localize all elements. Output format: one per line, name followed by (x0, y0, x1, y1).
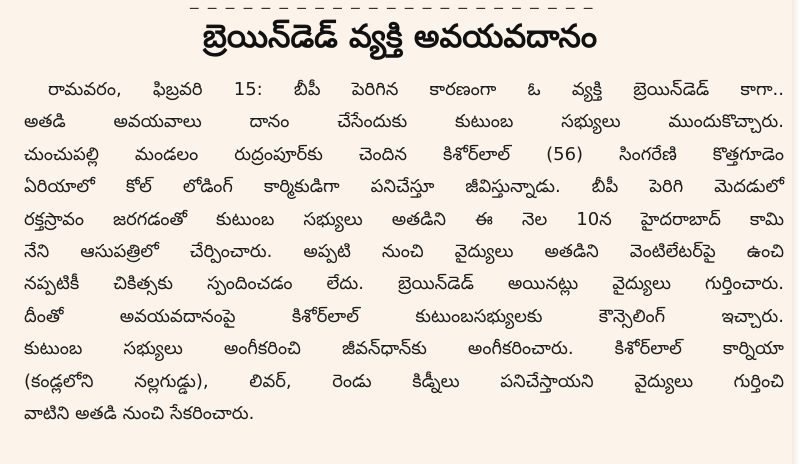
article-line: వాటిని అతడి నుంచి సేకరించారు. (24, 402, 255, 424)
article-line: నప్పటికీ చికిత్సకు స్పందించడం లేదు. బ్రెయిన్‌డెడ్ అయినట్లు వైద్యులు గుర్తించారు. (24, 273, 784, 295)
clipping-edge (792, 0, 800, 464)
article-line: ఏరియాలో కోల్ లోడింగ్ కార్మికుడిగా పనిచేస్తూ జీవిస్తున్నాడు. బీపీ పెరిగి మెదడులో (24, 176, 784, 198)
article-line: నేని ఆసుపత్రిలో చేర్పించారు. అప్పటి నుంచి వైద్యులు అతడిని వెంటిలేటర్‌పై ఉంచి (24, 240, 784, 262)
cut-off-previous-line: _ _ _ _ _ _ _ _ _ _ _ _ _ _ _ _ _ _ _ _ _ _ _ (190, 0, 595, 10)
article-line: రక్తస్రావం జరగడంతో కుటుంబ సభ్యులు అతడిని ఈ నెల 10న హైదరాబాద్ కామి (24, 208, 784, 230)
article-line: కుటుంబ సభ్యులు అంగీకరించి జీవన్‌ధాన్‌కు అంగీకరించారు. కిశోర్‌లాల్ కార్నియా (24, 338, 784, 360)
article-line: (కండ్లలోని నల్లగుడ్డు), లివర్, రెండు కిడ్నీలు పనిచేస్తాయని వైద్యులు గుర్తించి (24, 370, 784, 392)
article-headline: బ్రెయిన్‌డెడ్ వ్యక్తి అవయవదానం (202, 17, 598, 55)
article-line: చుంచుపల్లి మండలం రుద్రంపూర్‌కు చెందిన కిశోర్‌లాల్ (56) సింగరేణి కొత్తగూడెం (24, 143, 784, 165)
article-body (24, 74, 784, 430)
article-line: అతడి అవయవాలు దానం చేసేందుకు కుటుంబ సభ్యులు ముందుకొచ్చారు. (24, 111, 784, 133)
article-line: రామవరం, ఫిబ్రవరి 15: బీపీ పెరిగిన కారణంగా ఓ వ్యక్తి బ్రెయిన్‌డెడ్ కాగా.. (48, 79, 784, 100)
article-line: దీంతో అవయవదానంపై కిశోర్‌లాల్ కుటుంబసభ్యులకు కౌన్సెలింగ్ ఇచ్చారు. (24, 305, 784, 327)
